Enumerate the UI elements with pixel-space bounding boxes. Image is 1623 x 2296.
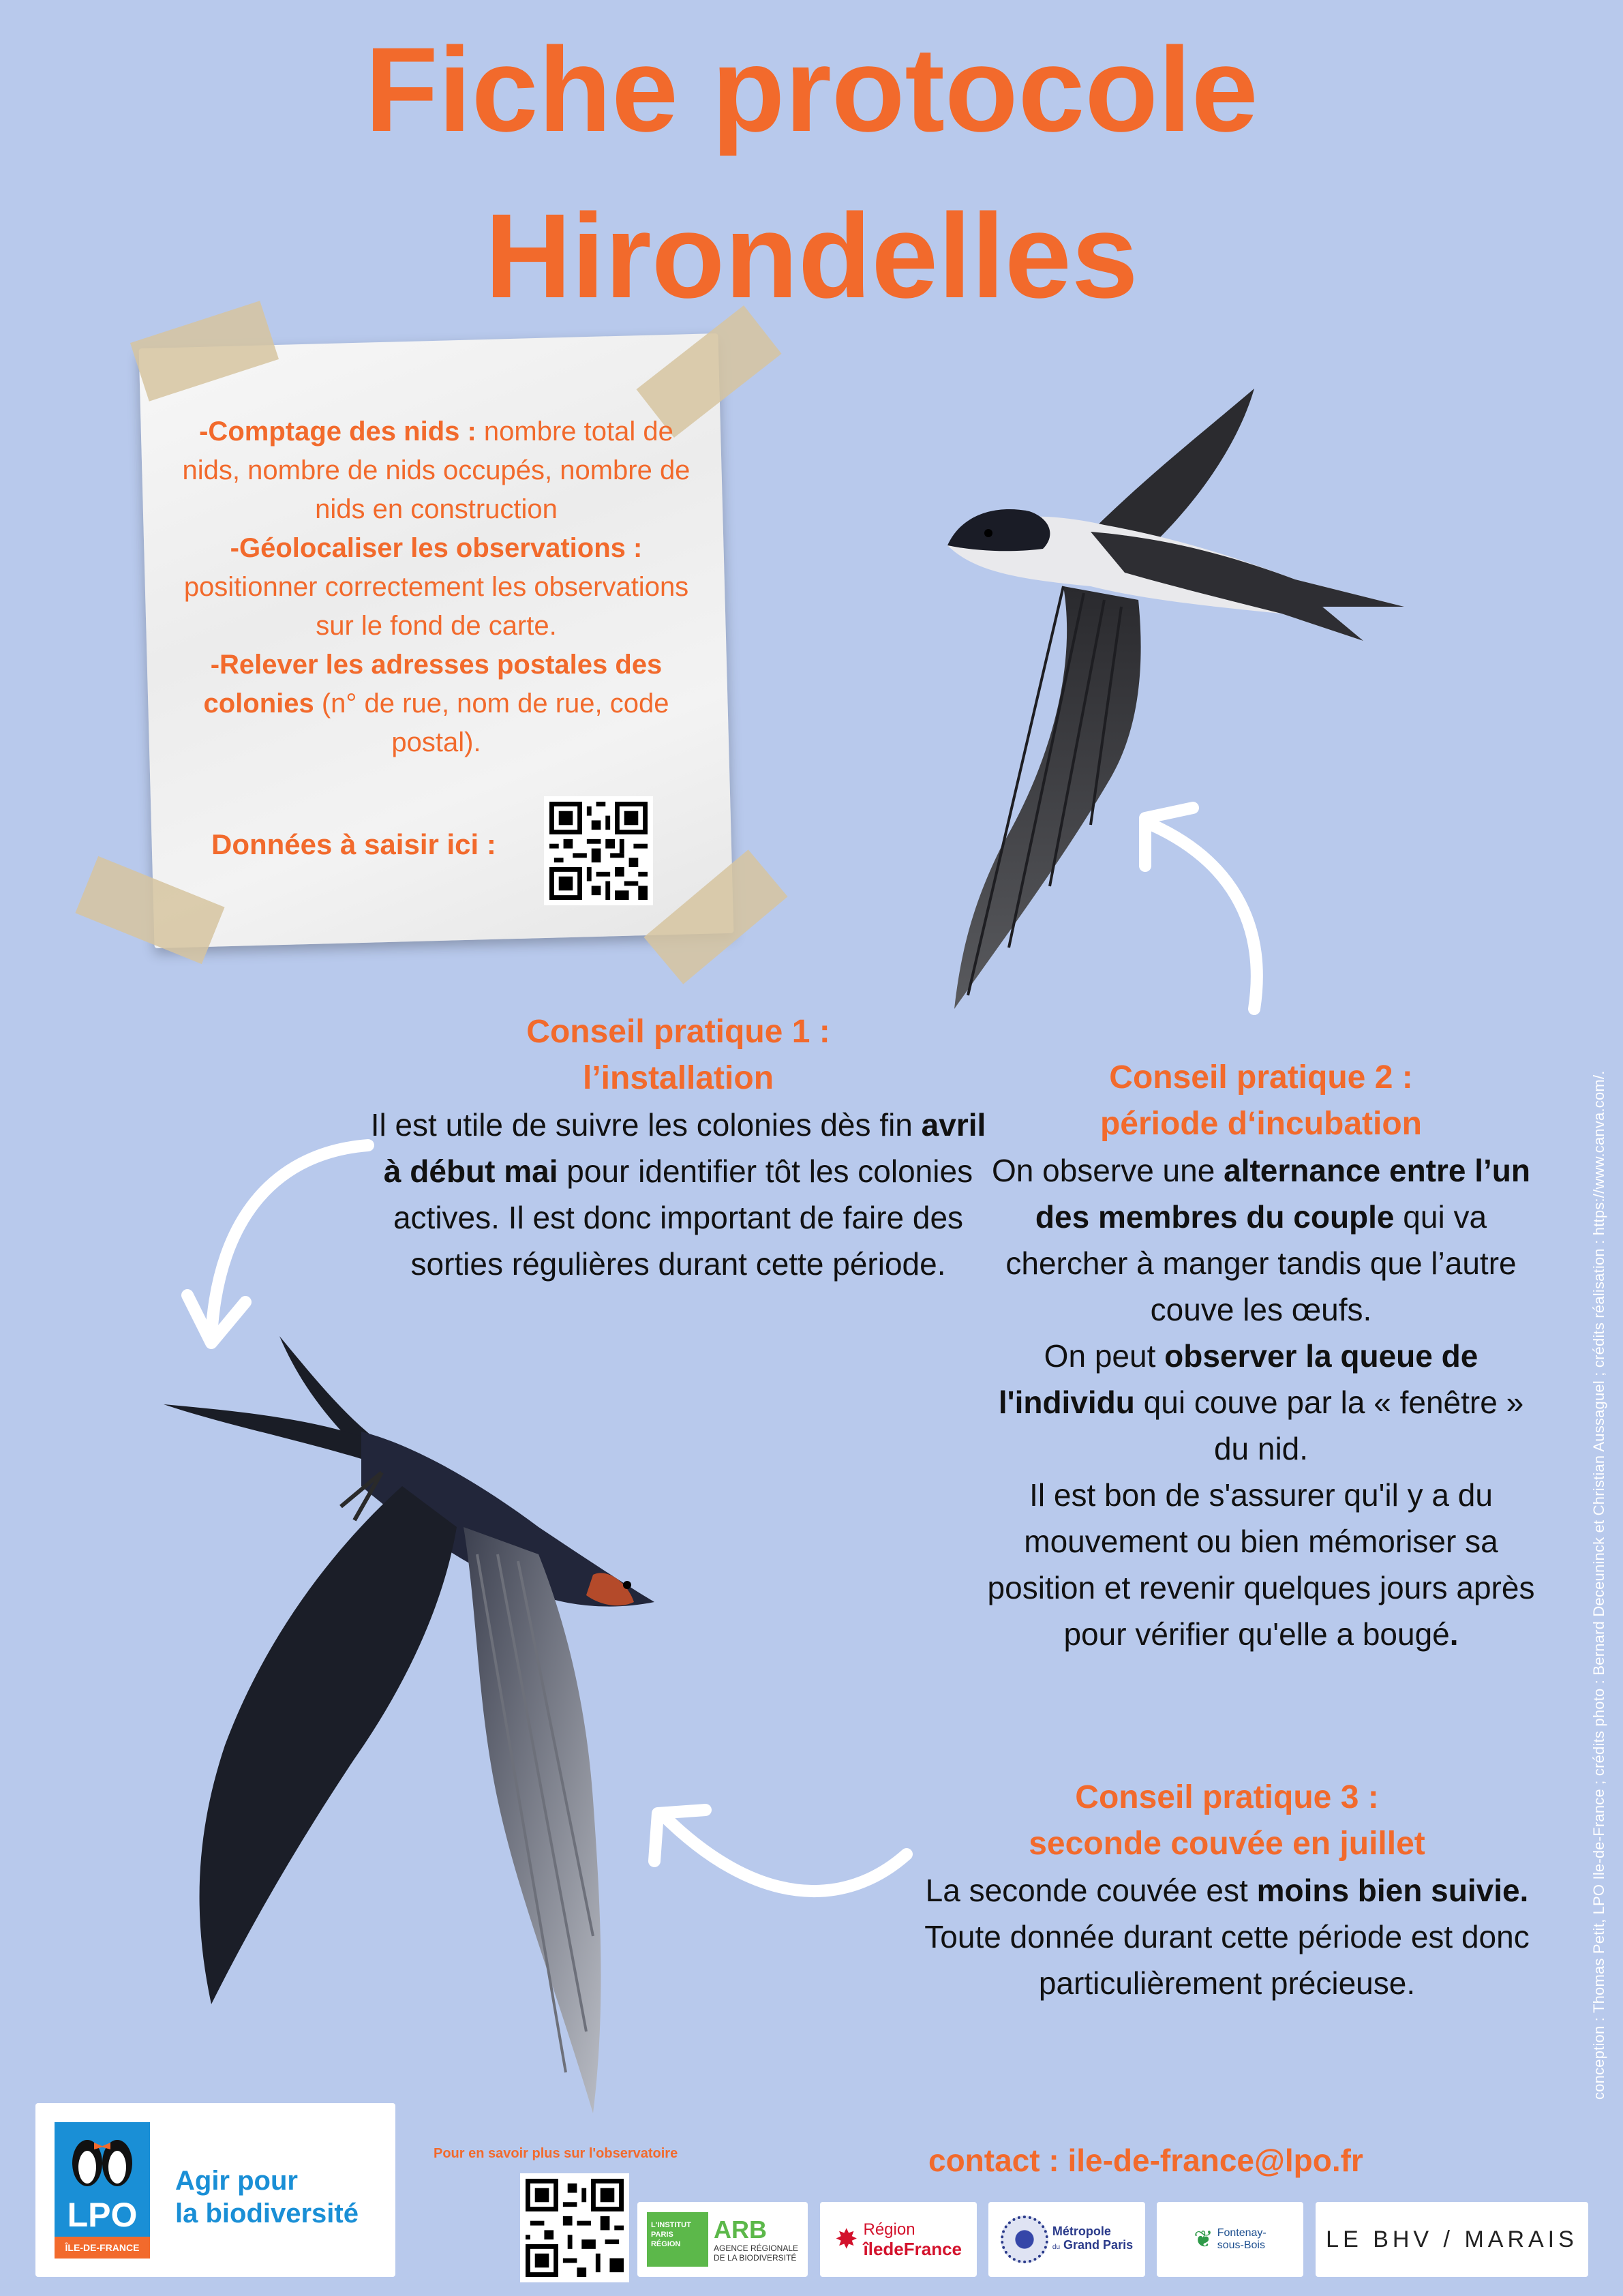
item-geoloc-text: positionner correctement les observations sur le fond de carte. [183,572,689,641]
protocol-item-geoloc [170,529,702,646]
c2-t3: On peut [1044,1338,1165,1374]
fontenay-line-1: Fontenay- [1217,2227,1266,2239]
lpo-slogan-line-2: la biodiversité [175,2199,359,2229]
arb-sub-2: DE LA BIODIVERSITÉ [713,2253,797,2263]
region-line-1: Région [863,2220,915,2239]
item-address-text: (n° de rue, nom de rue, code postal). [314,689,669,757]
conseil-3-text-1 [886,1867,1568,1914]
lpo-slogan-line-1: Agir pour [175,2166,298,2196]
c2-b3: . [1449,1616,1459,1652]
lpo-slogan [175,2164,359,2230]
metropole-line-1: Métropole [1052,2224,1111,2238]
c1-t2: pour identifier tôt les colonies actives. Il est donc important de faire des sorties régulières durant cette période. [393,1153,973,1282]
conseil-1 [368,1009,988,1287]
item-address-bold: -Relever les adresses postales des colonies [203,650,663,719]
metropole-gp: Grand Paris [1063,2238,1134,2252]
logo-fontenay[interactable] [1157,2202,1303,2277]
lpo-logo-box[interactable] [35,2103,395,2277]
item-count-text: nombre total de nids, nombre de nids occupés, nombre de nids en construction [182,417,691,524]
lpo-logo-text: LPO [67,2196,138,2234]
leaf-icon: ❦ [1194,2226,1213,2252]
c2-t1: On observe une [991,1153,1224,1188]
protocol-item-address [170,646,702,762]
title-line-2: Hirondelles [485,190,1138,323]
conseil-3 [886,1774,1568,2006]
arb-big: ARB [713,2216,767,2244]
credits-vertical: conception : Thomas Petit, LPO Ile-de-France ; crédits photo : Bernard Deceuninck et Christian Aussaguel ; crédits réalisation : https://www.canva.com/. [1590,1070,1607,2100]
puffin-icon [55,2122,150,2197]
star-icon: ✸ [834,2224,858,2254]
conseil-2-text-3 [982,1472,1541,1657]
qr-code-observatoire[interactable] [520,2173,629,2282]
bhv-text: LE BHV / MARAIS [1326,2226,1578,2252]
c3-b1: moins bien suivie. [1256,1873,1529,1908]
arb-sub-1: AGENCE RÉGIONALE [713,2244,799,2253]
metropole-line-2 [1052,2238,1133,2254]
arb-small-1: L'INSTITUT [650,2221,691,2229]
c2-b1: alternance entre l’un des membres du couple [1035,1153,1531,1235]
contact-email[interactable]: contact : ile-de-france@lpo.fr [928,2143,1363,2178]
region-text [864,2220,962,2259]
c1-b1: avril à début mai [383,1107,986,1189]
conseil-1-heading-2: l’installation [582,1060,774,1096]
conseil-2-heading-2: période d‘incubation [1099,1106,1422,1142]
arrow-to-installation [177,1132,382,1357]
fontenay-line-2: sous-Bois [1217,2239,1265,2251]
arb-badge [647,2212,708,2267]
lpo-logo-mark [55,2122,150,2259]
protocol-list [170,412,702,762]
lpo-region-band: ÎLE-DE-FRANCE [55,2237,150,2259]
conseil-3-text-2: Toute donnée durant cette période est donc particulièrement précieuse. [924,1919,1530,2001]
arrow-to-martin [1104,784,1281,1023]
donnees-label: Données à saisir ici : [211,828,496,860]
conseil-3-heading-2: seconde couvée en juillet [1029,1826,1425,1862]
region-line-2: îledeFrance [863,2239,962,2259]
logo-metropole[interactable] [988,2202,1145,2277]
qr-code-icon [526,2179,624,2277]
item-count-bold: -Comptage des nids : [199,417,476,447]
arb-small-3: RÉGION [650,2240,681,2248]
conseil-2-heading-1: Conseil pratique 2 : [1109,1059,1413,1096]
qr-code-data-entry[interactable] [544,796,653,905]
metropole-du: du [1052,2244,1061,2251]
qr-code-icon [549,802,648,900]
c1-t1: Il est utile de suivre les colonies dès fin [370,1107,922,1143]
item-geoloc-bold: -Géolocaliser les observations : [230,533,643,563]
logo-arb[interactable] [637,2202,808,2277]
c2-t5: Il est bon de s'assurer qu'il y a du mouvement ou bien mémoriser sa position et revenir quelques jours après pour vérifier qu'elle a bougé [987,1477,1535,1652]
c2-t4: qui couve par la « fenêtre » du nid. [1134,1385,1524,1466]
fontenay-text [1217,2227,1266,2252]
conseil-2-text-2 [982,1333,1541,1472]
metropole-text [1052,2224,1133,2254]
conseil-1-heading-1: Conseil pratique 1 : [526,1014,830,1050]
page-title [0,7,1623,339]
logo-region-idf[interactable] [820,2202,977,2277]
conseil-1-text [368,1102,988,1287]
c2-b2: observer la queue de l'individu [998,1338,1478,1420]
conseil-3-heading-1: Conseil pratique 3 : [1075,1779,1379,1815]
c3-t1: La seconde couvée est [925,1873,1257,1908]
conseil-2-text-1 [982,1147,1541,1333]
logo-bhv[interactable] [1316,2202,1588,2277]
barn-swallow-photo [157,1323,702,2120]
arb-small-2: PARIS [650,2231,673,2239]
protocol-item-count [170,412,702,529]
arb-text [714,2216,798,2263]
conseil-2 [982,1055,1541,1657]
arrow-to-swallow [641,1793,913,1929]
observatoire-caption: Pour en savoir plus sur l'observatoire [434,2146,678,2161]
metropole-icon [1001,2216,1048,2263]
c2-t2: qui va chercher à manger tandis que l’autre couve les œufs. [1005,1199,1517,1327]
title-line-1: Fiche protocole [365,23,1258,157]
